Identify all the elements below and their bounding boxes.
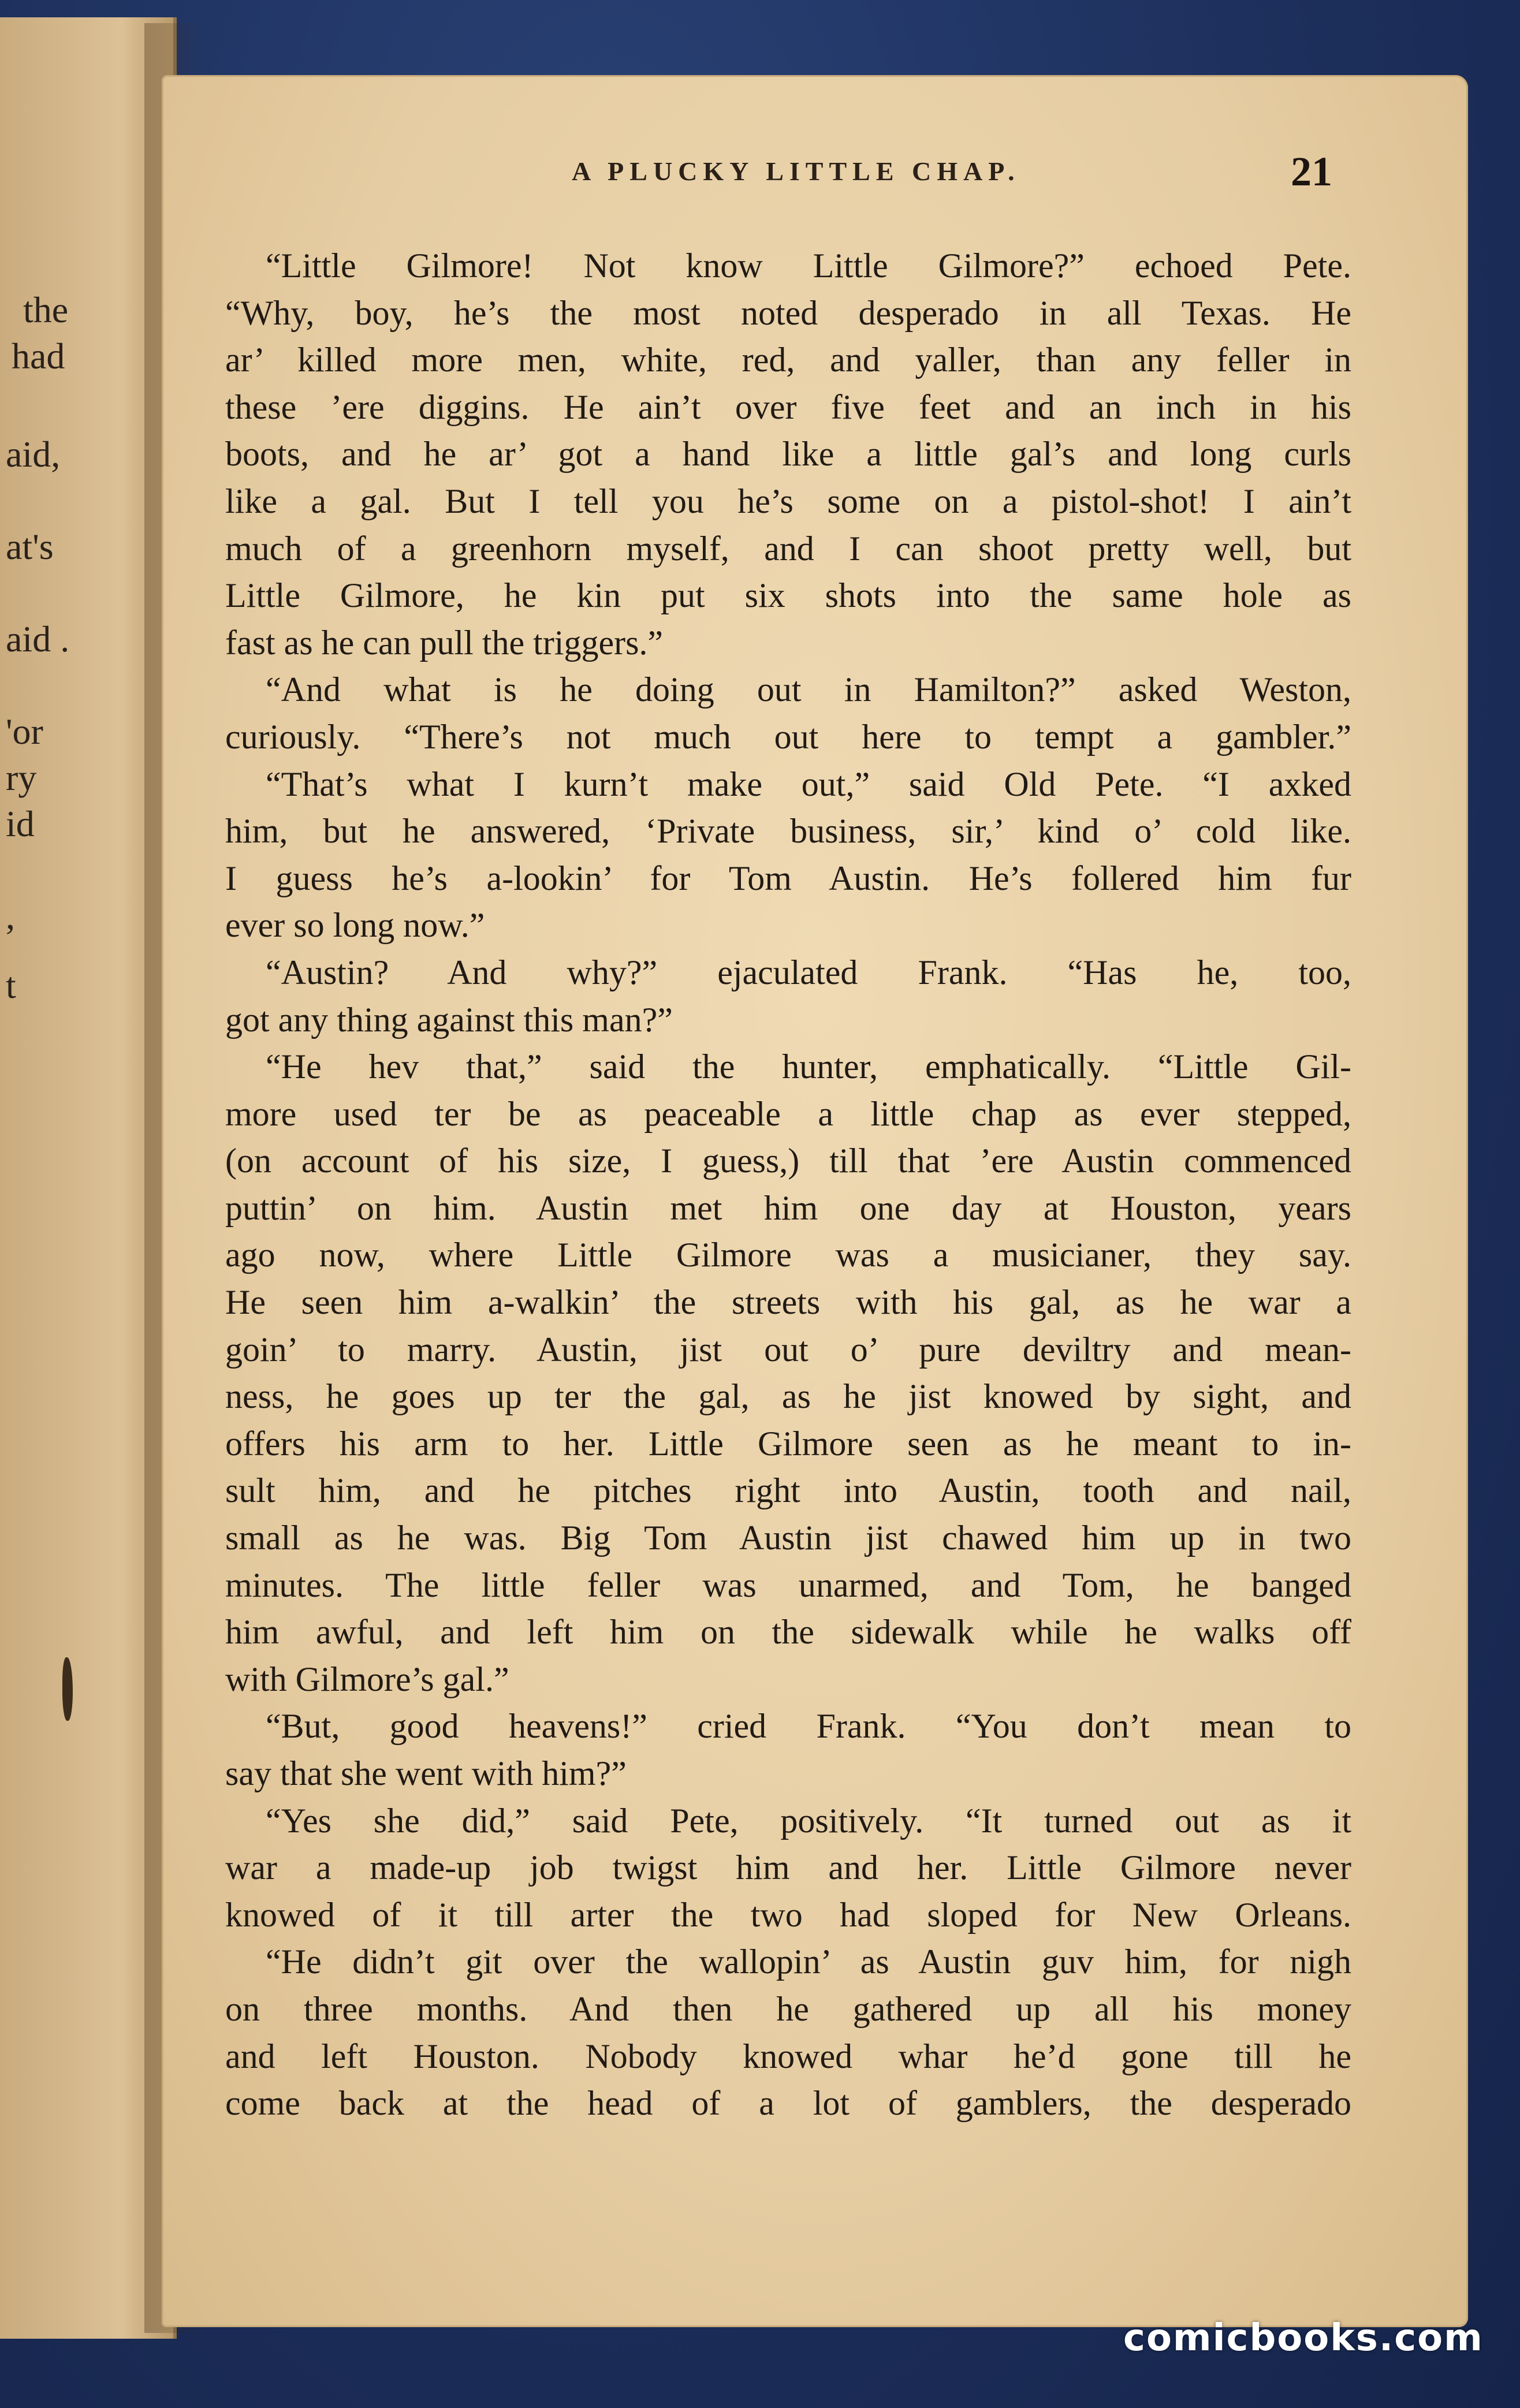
text-line: puttin’ on him. Austin met him one day at Houston, years xyxy=(225,1188,1351,1227)
text-line: war a made-up job twigst him and her. Little Gilmore never xyxy=(225,1848,1351,1887)
facing-page-fragment: aid . xyxy=(6,618,70,659)
facing-page-fragment: had xyxy=(12,336,65,377)
text-line: offers his arm to her. Little Gilmore seen as he meant to in- xyxy=(225,1424,1351,1463)
text-line: these ’ere diggins. He ain’t over five feet and an inch in his xyxy=(225,387,1351,426)
text-line: “Little Gilmore! Not know Little Gilmore?” echoed Pete. xyxy=(266,247,1351,285)
text-line: Little Gilmore, he kin put six shots into the same hole as xyxy=(225,576,1351,615)
text-line: with Gilmore’s gal.” xyxy=(225,1660,509,1698)
book-page xyxy=(162,75,1468,2327)
text-line: “He didn’t git over the wallopin’ as Austin guv him, for nigh xyxy=(266,1943,1351,1981)
text-line: “That’s what I kurn’t make out,” said Old Pete. “I axked xyxy=(266,765,1351,803)
page-header xyxy=(162,148,1468,202)
text-line: ness, he goes up ter the gal, as he jist knowed by sight, and xyxy=(225,1377,1351,1416)
body-text xyxy=(225,243,1351,2127)
text-line: on three months. And then he gathered up all his money xyxy=(225,1989,1351,2028)
text-line: He seen him a-walkin’ the streets with his gal, as he war a xyxy=(225,1283,1351,1322)
facing-page-fragment: id xyxy=(6,803,35,844)
text-line: much of a greenhorn myself, and I can shoot pretty well, but xyxy=(225,529,1351,568)
text-line: “But, good heavens!” cried Frank. “You don’t mean to xyxy=(266,1707,1351,1746)
page-number: 21 xyxy=(1291,148,1332,195)
text-line: “Yes she did,” said Pete, positively. “It turned out as it xyxy=(266,1801,1351,1840)
text-line: knowed of it till arter the two had sloped for New Orleans. xyxy=(225,1895,1351,1934)
text-line: fast as he can pull the triggers.” xyxy=(225,623,664,662)
text-line: ar’ killed more men, white, red, and yaller, than any feller in xyxy=(225,341,1351,379)
text-line: more used ter be as peaceable a little chap as ever stepped, xyxy=(225,1094,1351,1133)
text-line: goin’ to marry. Austin, jist out o’ pure deviltry and mean- xyxy=(225,1330,1351,1369)
text-line: “Austin? And why?” ejaculated Frank. “Has he, too, xyxy=(266,953,1351,991)
facing-page-fragment: at's xyxy=(6,526,54,567)
text-line: minutes. The little feller was unarmed, and Tom, he banged xyxy=(225,1565,1351,1604)
facing-page-fragment: aid, xyxy=(6,434,61,475)
site-watermark: comicbooks.com xyxy=(1123,2317,1484,2359)
facing-page-fragment: ry xyxy=(6,757,37,798)
text-line: say that she went with him?” xyxy=(225,1754,627,1792)
page-tear-mark xyxy=(62,1657,73,1721)
text-line: “Why, boy, he’s the most noted desperado in all Texas. He xyxy=(225,293,1351,332)
text-line: (on account of his size, I guess,) till that ’ere Austin commenced xyxy=(225,1142,1351,1180)
text-line: curiously. “There’s not much out here to tempt a gambler.” xyxy=(225,717,1351,756)
text-line: like a gal. But I tell you he’s some on a pistol-shot! I ain’t xyxy=(225,482,1351,520)
text-line: sult him, and he pitches right into Austin, tooth and nail, xyxy=(225,1471,1351,1510)
text-line: ever so long now.” xyxy=(225,906,485,945)
text-line: him awful, and left him on the sidewalk while he walks off xyxy=(225,1613,1351,1652)
running-title: A PLUCKY LITTLE CHAP. xyxy=(572,156,1020,186)
text-line: come back at the head of a lot of gamblers, the desperado xyxy=(225,2084,1351,2123)
text-line: small as he was. Big Tom Austin jist chawed him up in two xyxy=(225,1519,1351,1557)
text-line: got any thing against this man?” xyxy=(225,1000,673,1039)
text-line: I guess he’s a-lookin’ for Tom Austin. He’s follered him fur xyxy=(225,859,1351,897)
facing-page-fragment: 'or xyxy=(6,711,43,752)
text-line: and left Houston. Nobody knowed whar he’d gone till he xyxy=(225,2037,1351,2075)
text-line: him, but he answered, ‘Private business, sir,’ kind o’ cold like. xyxy=(225,812,1351,851)
facing-page-fragment: t xyxy=(6,965,16,1006)
text-line: boots, and he ar’ got a hand like a little gal’s and long curls xyxy=(225,435,1351,474)
facing-page-fragment: the xyxy=(23,289,69,330)
text-line: ago now, where Little Gilmore was a musicianer, they say. xyxy=(225,1236,1351,1274)
facing-page-fragment: , xyxy=(6,896,15,937)
text-line: “And what is he doing out in Hamilton?” asked Weston, xyxy=(266,670,1351,709)
text-line: “He hev that,” said the hunter, emphatically. “Little Gil- xyxy=(266,1048,1351,1086)
